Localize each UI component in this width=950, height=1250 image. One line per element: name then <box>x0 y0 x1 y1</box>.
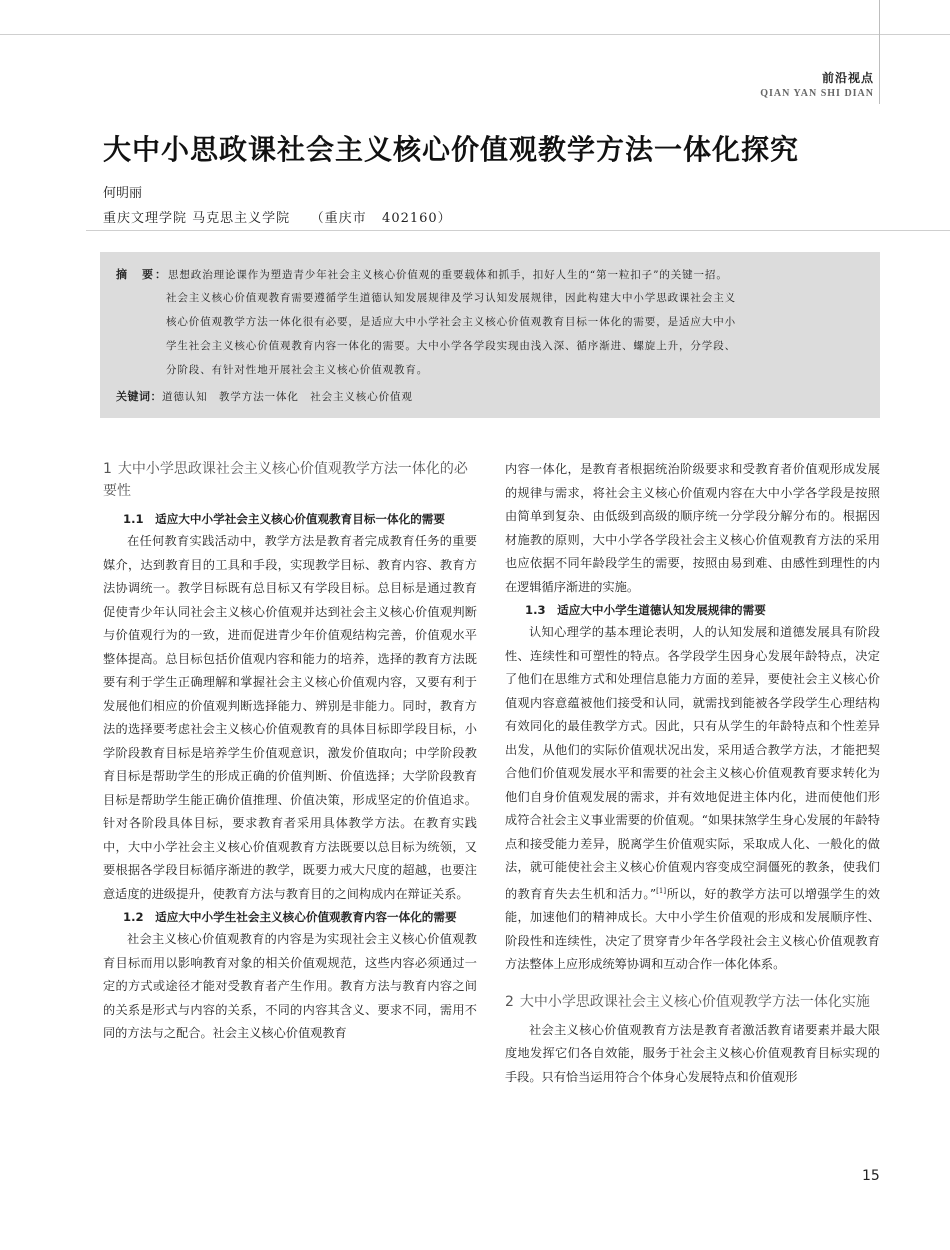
section-heading-1: 1 大中小学思政课社会主义核心价值观教学方法一体化的必要性 <box>103 461 468 499</box>
left-column <box>103 458 477 1046</box>
paragraph: 认知心理学的基本理论表明，人的认知发展和道德发展具有阶段性、连续性和可塑性的特点。各学段学生因身心发展年龄特点，决定了他们在思维方式和处理信息能力方面的差异，要使社会主义核心价值观内容意蕴被他们接受和认同，就需找到能被各学段学生心理结构有效同化的最佳教学方式。因此，只有从学生的年龄特点和个性差异出发，从他们的实际价值观状况出发，采用适合教学方法，才能把契合他们价值观发展水平和需要的社会主义核心价值观教育要求转化为他们自身价值观发展的需求，并有效地促进主体内化，进而使他们形成符合社会主义事业需要的价值观。“如果抹煞学生身心发展的年龄特点和接受能力差异，脱离学生价值观实际，采取成人化、一般化的做法，就可能使社会主义核心价值观内容变成空洞僵死的教条，使我们的教育育失去生机和活力。”[1]所以，好的教学方法可以增强学生的效能，加速他们的精神成长。大中小学生价值观的形成和发展顺序性、阶段性和连续性，决定了贯穿青少年各学段社会主义核心价值观教育方法整体上应形成统筹协调和互动合作一体化体系。 <box>505 625 880 972</box>
header-vertical-rule <box>879 0 880 104</box>
abstract-line: 核心价值观教学方法一体化很有必要，是适应大中小学社会主义核心价值观教育目标一体化的需要，是适应大中小 <box>166 316 736 328</box>
author: 何明丽 <box>103 186 143 201</box>
keywords-label: 关键词： <box>116 390 162 403</box>
section-pinyin: QIAN YAN SHI DIAN <box>760 88 874 99</box>
abstract-line: 摘 要：思想政治理论课作为塑造青少年社会主义核心价值观的重要载体和抓手，扣好人生的“第一粒扣子”的关键一招。 <box>116 268 728 281</box>
paragraph-continued: 内容一体化，是教育者根据统治阶级要求和受教育者价值观形成发展的规律与需求，将社会主义核心价值观内容在大中小学各学段是按照由简单到复杂、由低级到高级的顺序统一分学段分解分布的。根据因材施教的原则，大中小学各学段社会主义核心价值观教育方法的采用也应依据不同年龄段学生的需要，按照由易到难、由感性到理性的内在逻辑循序渐进的实施。 <box>505 462 880 594</box>
abstract-line: 社会主义核心价值观教育需要遵循学生道德认知发展规律及学习认知发展规律，因此构建大中小学思政课社会主义 <box>166 292 736 304</box>
affiliation: 重庆文理学院 马克思主义学院 （重庆市 402160） <box>103 211 452 226</box>
citation: [1] <box>656 886 667 895</box>
section-heading-2: 2 大中小学思政课社会主义核心价值观教学方法一体化实施 <box>505 993 870 1010</box>
article-title: 大中小思政课社会主义核心价值观教学方法一体化探究 <box>103 133 800 166</box>
keywords: 道德认知 教学方法一体化 社会主义核心价值观 <box>162 391 413 403</box>
keywords-line <box>116 388 413 404</box>
section-label: 前沿视点 <box>821 71 874 85</box>
subsection-heading-1-3: 1.3 适应大中小学生道德认知发展规律的需要 <box>525 603 766 617</box>
paragraph: 社会主义核心价值观教育的内容是为实现社会主义核心价值观教育目标而用以影响教育对象的相关价值观规范，这些内容必须通过一定的方式或途径才能对受教育者产生作用。教育方法与教育内容之间的关系是形式与内容的关系，不同的内容其含义、要求不同，需用不同的方法与之配合。社会主义核心价值观教育 <box>103 932 477 1040</box>
subsection-heading-1-1: 1.1 适应大中小学社会主义核心价值观教育目标一体化的需要 <box>123 512 445 526</box>
paragraph: 社会主义核心价值观教育方法是教育者激活教育诸要素并最大限度地发挥它们各自效能，服务于社会主义核心价值观教育目标实现的手段。只有恰当运用符合个体身心发展特点和价值观形 <box>505 1022 880 1084</box>
abstract-line: 分阶段、有针对性地开展社会主义核心价值观教育。 <box>166 364 429 376</box>
page-number: 15 <box>862 1168 880 1184</box>
header-rule <box>0 34 950 35</box>
affiliation-rule <box>86 230 950 231</box>
paragraph: 在任何教育实践活动中，教学方法是教育者完成教育任务的重要媒介，达到教育目的工具和手段，实现教学目标、教育内容、教育方法协调统一。教学目标既有总目标又有学段目标。总目标是通过教育促使青少年认同社会主义核心价值观并达到社会主义核心价值观判断与价值观行为的一致，进而促进青少年价值观结构完善，价值观水平整体提高。总目标包括价值观内容和能力的培养，选择的教育方法既要有利于学生正确理解和掌握社会主义核心价值观内容，又要有利于发展他们相应的价值观判断选择能力、辨别是非能力。同时，教育方法的选择要考虑社会主义核心价值观教育的具体目标即学段目标，小学阶段教育目标是培养学生价值观意识，激发价值取向；中学阶段教育目标是帮助学生的形成正确的价值判断、价值选择；大学阶段教育目标是帮助学生能正确价值推理、价值决策，形成坚定的价值追求。针对各阶段具体目标，要求教育者采用具体教学方法。在教育实践中，大中小学社会主义核心价值观教育方法既要以总目标为统领，又要根据各学段目标循序渐进的教学，既要力戒大尺度的超越，也要注意适度的进级提升，使教育方法与教育目的之间构成内在辩证关系。 <box>103 534 477 901</box>
abstract-line: 学生社会主义核心价值观教育内容一体化的需要。大中小学各学段实现由浅入深、循序渐进、螺旋上升，分学段、 <box>166 340 736 352</box>
right-column <box>505 458 880 1089</box>
abstract-label: 摘 要： <box>116 268 168 281</box>
subsection-heading-1-2: 1.2 适应大中小学生社会主义核心价值观教育内容一体化的需要 <box>123 910 457 924</box>
